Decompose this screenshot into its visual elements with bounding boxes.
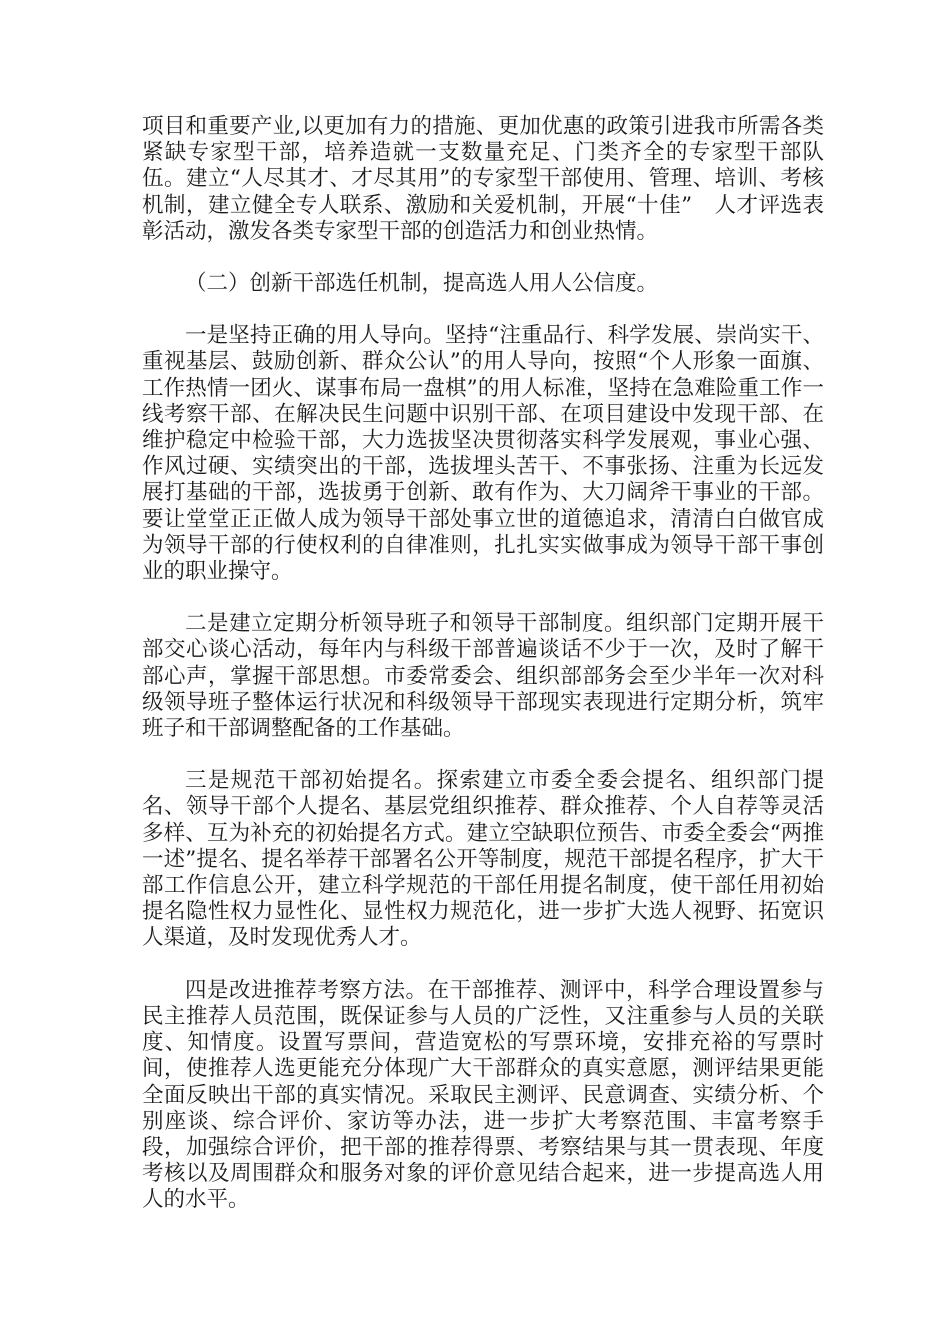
paragraph-4: 四是改进推荐考察方法。在干部推荐、测评中，科学合理设置参与民主推荐人员范围，既保证参与人员的广泛性，又注重参与人员的关联度、知情度。设置写票间，营造宽松的写票环境，安排充裕的写票时间，使推荐人选更能充分体现广大干部群众的真实意愿，测评结果更能全面反映出干部的真实情况。采取民主测评、民意调查、实绩分析、个别座谈、综合评价、家访等办法，进一步扩大考察范围、丰富考察手段，加强综合评价，把干部的推荐得票、考察结果与其一贯表现、年度考核以及周围群众和服务对象的评价意见结合起来，进一步提高选人用人的水平。 bbox=[142, 977, 824, 1213]
document-page bbox=[142, 114, 824, 1240]
paragraph-3: 三是规范干部初始提名。探索建立市委全委会提名、组织部门提名、领导干部个人提名、基层党组织推荐、群众推荐、个人自荐等灵活多样、互为补充的初始提名方式。建立空缺职位预告、市委全委会“两推一述”提名、提名举荐干部署名公开等制度，规范干部提名程序，扩大干部工作信息公开，建立科学规范的干部任用提名制度，使干部任用初始提名隐性权力显性化、显性权力规范化，进一步扩大选人视野、拓宽识人渠道，及时发现优秀人才。 bbox=[142, 768, 824, 951]
paragraph-continuation: 项目和重要产业,以更加有力的措施、更加优惠的政策引进我市所需各类紧缺专家型干部，培养造就一支数量充足、门类齐全的专家型干部队伍。建立“人尽其才、才尽其用”的专家型干部使用、管理、培训、考核机制，建立健全专人联系、激励和关爱机制，开展“十佳” 人才评选表彰活动，激发各类专家型干部的创造活力和创业热情。 bbox=[142, 114, 824, 244]
paragraph-2: 二是建立定期分析领导班子和领导干部制度。组织部门定期开展干部交心谈心活动，每年内与科级干部普遍谈话不少于一次，及时了解干部心声，掌握干部思想。市委常委会、组织部部务会至少半年一次对科级领导班子整体运行状况和科级领导干部现实表现进行定期分析，筑牢班子和干部调整配备的工作基础。 bbox=[142, 611, 824, 742]
paragraph-1: 一是坚持正确的用人导向。坚持“注重品行、科学发展、崇尚实干、重视基层、鼓励创新、群众公认”的用人导向，按照“个人形象一面旗、工作热情一团火、谋事布局一盘棋”的用人标准，坚持在急难险重工作一线考察干部、在解决民生问题中识别干部、在项目建设中发现干部、在维护稳定中检验干部，大力选拔坚决贯彻落实科学发展观，事业心强、作风过硬、实绩突出的干部，选拔埋头苦干、不事张扬、注重为长远发展打基础的干部，选拔勇于创新、敢有作为、大刀阔斧干事业的干部。要让堂堂正正做人成为领导干部处事立世的道德追求，清清白白做官成为领导干部的行使权利的自律准则，扎扎实实做事成为领导干部干事创业的职业操守。 bbox=[142, 323, 824, 585]
section-heading: （二）创新干部选任机制，提高选人用人公信度。 bbox=[185, 271, 659, 297]
